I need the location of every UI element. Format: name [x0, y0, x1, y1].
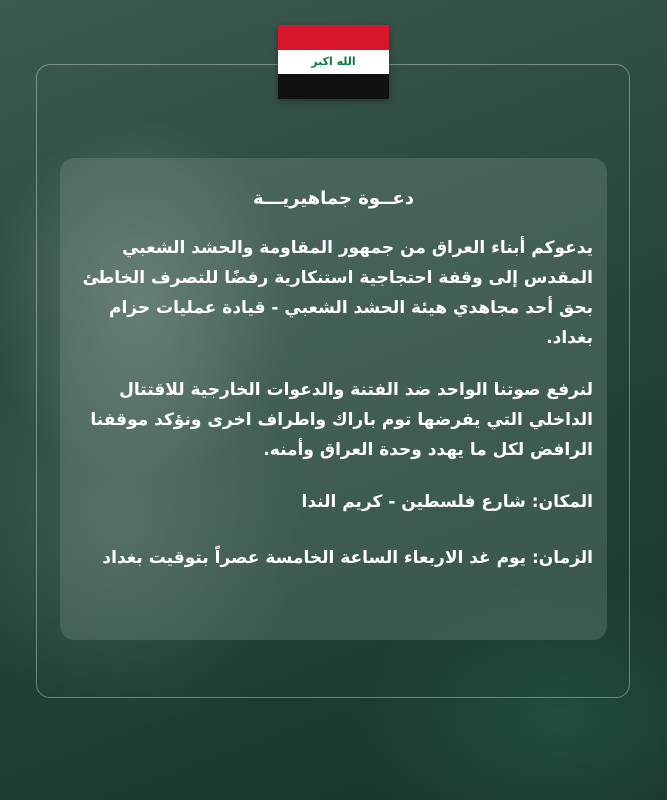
- invitation-paragraph-1: يدعوكم أبناء العراق من جمهور المقاومة والحشد الشعبي المقدس إلى وقفة احتجاجية استنكارية رفضًا للتصرف الخاطئ بحق أحد مجاهدي هيئة الحشد الشعبي - قيادة عمليات حزام بغداد.: [82, 238, 593, 348]
- flag-black-stripe: [278, 74, 389, 99]
- flag-red-stripe: [278, 25, 389, 50]
- flag-white-stripe: [278, 50, 389, 75]
- invitation-time: الزمان: يوم غد الاربعاء الساعة الخامسة عصراً بتوقيت بغداد: [102, 548, 593, 568]
- invitation-paragraph-2: لنرفع صوتنا الواحد ضد الفتنة والدعوات الخارجية للاقتتال الداخلي التي يفرضها توم باراك واطراف اخرى ونؤكد موقفنا الرافض لكل ما يهدد وحدة العراق وأمنه.: [90, 380, 593, 460]
- invitation-place: المكان: شارع فلسطين - كريم الندا: [301, 492, 593, 512]
- invitation-card: [60, 158, 607, 640]
- iraq-flag-icon: [278, 25, 389, 99]
- invitation-title: دعــوة جماهيريـــة: [253, 188, 414, 209]
- flag-takbir-text: الله اكبر: [311, 55, 356, 69]
